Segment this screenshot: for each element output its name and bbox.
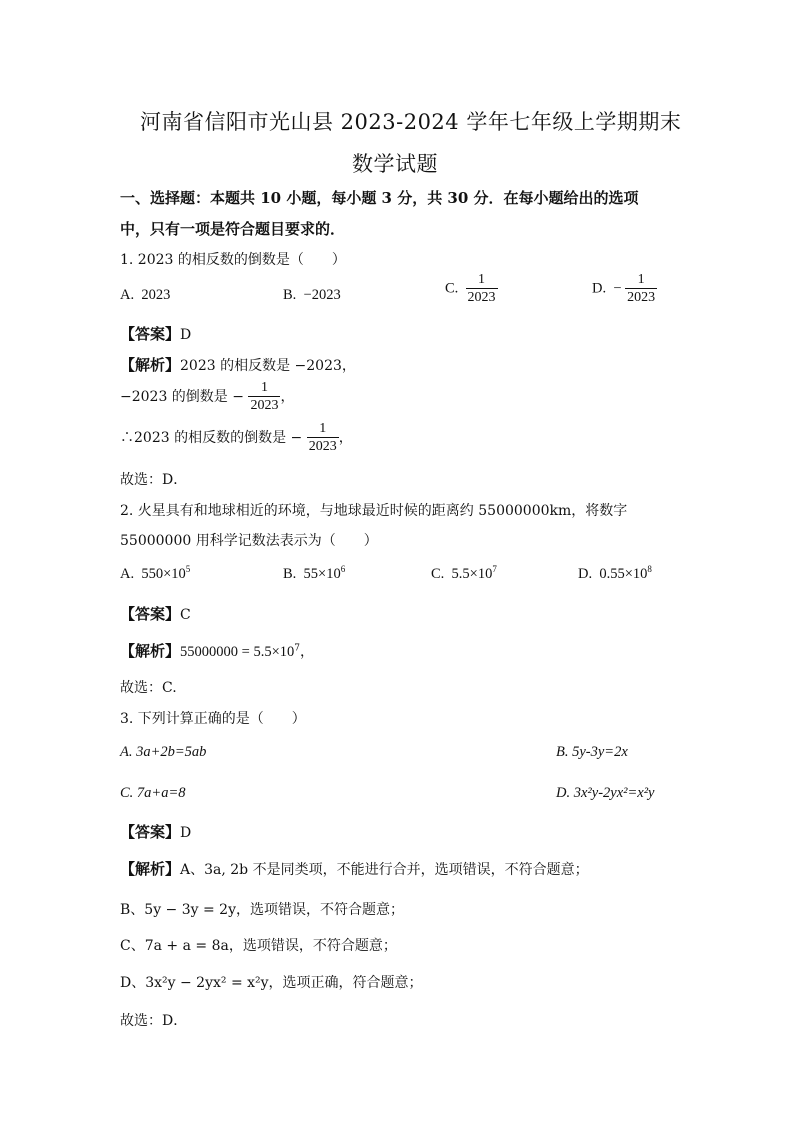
document-title-line1: 河南省信阳市光山县 2023-2024 学年七年级上学期期末 bbox=[140, 110, 682, 134]
q1-conclusion: 故选：D． bbox=[120, 472, 188, 488]
fraction-numerator: 1 bbox=[319, 421, 327, 436]
q1-answer bbox=[120, 323, 191, 344]
q1-option-a-value: 2023 bbox=[141, 287, 171, 303]
q1-option-c-fraction bbox=[466, 272, 498, 306]
q2-option-d bbox=[578, 566, 652, 583]
q2-option-c bbox=[431, 566, 497, 583]
q1-option-b-value: −2023 bbox=[303, 287, 341, 303]
q1-option-a bbox=[120, 287, 170, 304]
analysis-fraction bbox=[248, 380, 280, 414]
q2-option-d-exponent: 8 bbox=[647, 564, 652, 575]
fraction-denominator: 2023 bbox=[627, 290, 656, 305]
q3-option-c: C. 7a+a=8 bbox=[120, 785, 186, 801]
analysis-punctuation: ， bbox=[280, 389, 295, 405]
q2-conclusion: 故选：C. bbox=[120, 680, 177, 696]
q2-option-b-label: B. bbox=[283, 566, 297, 582]
q1-option-d-sign: − bbox=[613, 280, 622, 297]
answer-tag: 【答案】 bbox=[120, 823, 181, 841]
q3-option-a: A. 3a+2b=5ab bbox=[120, 744, 207, 760]
answer-value: C bbox=[180, 607, 191, 623]
analysis-text: A、3a, 2b 不是同类项，不能进行合并，选项错误，不符合题意； bbox=[180, 862, 589, 878]
q3-analysis-c: C、7a + a = 8a，选项错误，不符合题意； bbox=[120, 938, 397, 954]
q3-option-d: D. 3x²y-2yx²=x²y bbox=[556, 785, 655, 801]
analysis-punctuation: ， bbox=[338, 430, 353, 446]
fraction-numerator: 1 bbox=[478, 272, 486, 287]
analysis-tag: 【解析】 bbox=[120, 642, 181, 660]
q2-option-c-label: C. bbox=[431, 566, 445, 582]
fraction-numerator: 1 bbox=[260, 380, 268, 395]
analysis-text: ∴2023 的相反数的倒数是 − bbox=[120, 430, 303, 446]
q1-option-b bbox=[283, 287, 341, 304]
q2-option-b-exponent: 6 bbox=[340, 564, 346, 575]
q3-analysis-d: D、3x²y − 2yx² = x²y，选项正确，符合题意； bbox=[120, 975, 423, 991]
analysis-text: 2023 的相反数是 −2023， bbox=[180, 358, 356, 374]
fraction-denominator: 2023 bbox=[250, 398, 279, 413]
q1-option-b-label: B. bbox=[283, 287, 297, 303]
q1-option-d bbox=[592, 272, 657, 306]
answer-value: D bbox=[180, 825, 192, 841]
analysis-punctuation: ， bbox=[299, 644, 314, 660]
q2-stem-line2: 55000000 用科学记数法表示为（ ） bbox=[120, 533, 378, 549]
q2-option-a-exponent: 5 bbox=[185, 564, 191, 575]
q1-analysis-line1 bbox=[120, 354, 356, 375]
q1-option-a-label: A. bbox=[120, 287, 135, 303]
q2-option-d-label: D. bbox=[578, 566, 593, 582]
q2-option-c-base: 5.5×10 bbox=[451, 566, 493, 582]
q1-analysis-line3 bbox=[120, 421, 353, 455]
section-heading-line2: 中，只有一项是符合题目要求的． bbox=[120, 220, 346, 238]
analysis-fraction bbox=[307, 421, 339, 455]
q1-option-d-fraction bbox=[625, 272, 657, 306]
q3-answer bbox=[120, 821, 191, 842]
document-title-line2: 数学试题 bbox=[352, 152, 438, 176]
q2-stem-line1: 2. 火星具有和地球相近的环境，与地球最近时候的距离约 55000000km，将数字 bbox=[120, 503, 628, 519]
answer-value: D bbox=[180, 327, 192, 343]
q1-option-c-label: C. bbox=[445, 280, 459, 297]
q3-analysis-a bbox=[120, 858, 589, 879]
q2-answer bbox=[120, 603, 191, 624]
q2-option-b-base: 55×10 bbox=[303, 566, 341, 582]
q3-conclusion: 故选：D． bbox=[120, 1013, 188, 1029]
answer-tag: 【答案】 bbox=[120, 325, 181, 343]
q2-option-b bbox=[283, 566, 345, 583]
q1-option-d-label: D. bbox=[592, 280, 607, 297]
q2-option-a-label: A. bbox=[120, 566, 135, 582]
q3-stem: 3. 下列计算正确的是（ ） bbox=[120, 711, 306, 727]
analysis-tag: 【解析】 bbox=[120, 860, 181, 878]
analysis-tag: 【解析】 bbox=[120, 356, 181, 374]
q1-stem: 1. 2023 的相反数的倒数是（ ） bbox=[120, 252, 346, 268]
analysis-text: −2023 的倒数是 − bbox=[120, 389, 244, 405]
section-heading-line1: 一、选择题：本题共 10 小题，每小题 3 分，共 30 分．在每小题给出的选项 bbox=[120, 189, 639, 207]
fraction-denominator: 2023 bbox=[308, 439, 337, 454]
q3-analysis-b: B、5y − 3y = 2y，选项错误，不符合题意； bbox=[120, 902, 404, 918]
fraction-numerator: 1 bbox=[637, 272, 645, 287]
q2-analysis bbox=[120, 640, 314, 661]
q1-analysis-line2 bbox=[120, 380, 294, 414]
q2-option-d-base: 0.55×10 bbox=[599, 566, 648, 582]
answer-tag: 【答案】 bbox=[120, 605, 181, 623]
q2-option-a-base: 550×10 bbox=[141, 566, 186, 582]
q2-option-c-exponent: 7 bbox=[492, 564, 497, 575]
analysis-equation: 55000000 = 5.5×10 bbox=[180, 644, 295, 660]
analysis-exponent: 7 bbox=[294, 643, 300, 654]
fraction-denominator: 2023 bbox=[467, 290, 496, 305]
q3-option-b: B. 5y-3y=2x bbox=[556, 744, 628, 760]
q1-option-c bbox=[445, 272, 498, 306]
q2-option-a bbox=[120, 566, 190, 583]
